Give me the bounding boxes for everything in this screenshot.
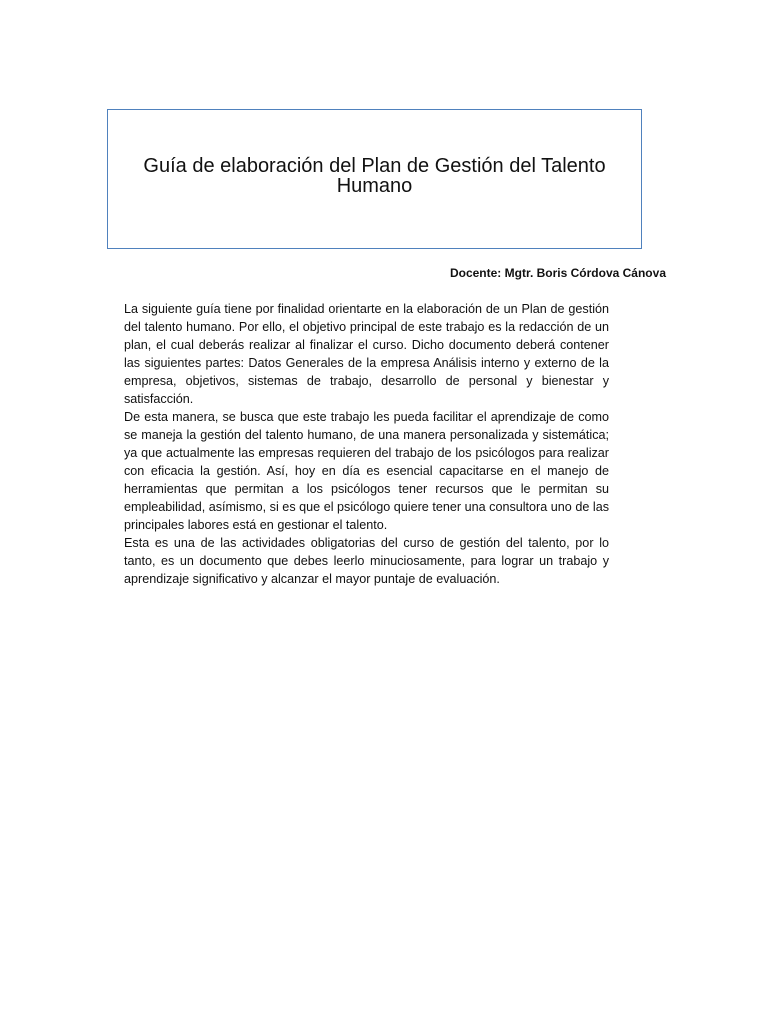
title-box — [107, 109, 642, 249]
paragraph-3: Esta es una de las actividades obligatorias del curso de gestión del talento, por lo tanto, es un documento que debes leerlo minuciosamente, para lograr un trabajo y aprendizaje significativo y alcanzar el mayor puntaje de evaluación. — [124, 536, 609, 586]
teacher-name: Docente: Mgtr. Boris Córdova Cánova — [449, 266, 666, 280]
paragraph-1: La siguiente guía tiene por finalidad orientarte en la elaboración de un Plan de gestión del talento humano. Por ello, el objetivo principal de este trabajo es la redacción de un plan, el cual deberás realizar al finalizar el curso. Dicho documento deberá contener las siguientes partes: Datos Generales de la empresa Análisis interno y externo de la empresa, objetivos, sistemas de trabajo, desarrollo de personal y bienestar y satisfacción. — [124, 302, 609, 406]
document-title — [108, 156, 641, 196]
paragraph-2: De esta manera, se busca que este trabajo les pueda facilitar el aprendizaje de como se maneja la gestión del talento humano, de una manera personalizada y sistemática; ya que actualmente las empresas requieren del trabajo de los psicólogos para realizar con eficacia la gestión. Así, hoy en día es esencial capacitarse en el manejo de herramientas que permitan a los psicólogos tener recursos que le permitan su empleabilidad, asímismo, si es que el psicólogo quiere tener una consultora uno de las principales labores está en gestionar el talento. — [124, 410, 609, 532]
document-title-line-1: Guía de elaboración del Plan de Gestión del Talento — [143, 155, 606, 177]
document-body — [124, 300, 609, 588]
document-title-line-2: Humano — [336, 175, 413, 197]
